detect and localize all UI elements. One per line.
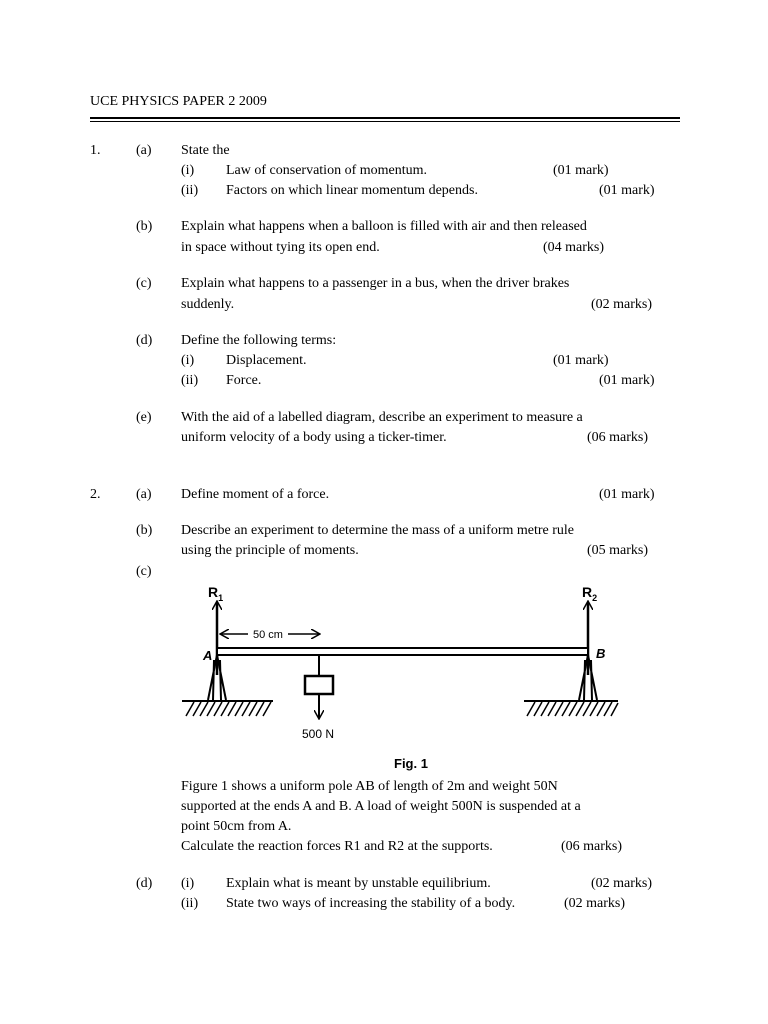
q2c-line3: point 50cm from A.: [181, 819, 292, 834]
load-label: 500 N: [302, 727, 335, 741]
q2d-i-marks: (02 marks): [591, 876, 653, 891]
right-ground-hatching: [527, 702, 618, 716]
q2c-marks: (06 marks): [561, 839, 623, 854]
q2a-text: Define moment of a force.: [181, 487, 330, 502]
left-ground-hatching: [186, 702, 271, 716]
figure-caption: Fig. 1: [394, 756, 428, 771]
q1-number: 1.: [90, 143, 101, 158]
q1a-ii-roman: (ii): [181, 183, 199, 198]
q2c-line1: Figure 1 shows a uniform pole AB of length of 2m and weight 50N: [181, 779, 558, 794]
r2-label: $R_2$: [582, 584, 598, 603]
q2d-label: (d): [136, 876, 153, 891]
q2a-label: (a): [136, 487, 152, 502]
q2d-i-text: Explain what is meant by unstable equilibrium.: [226, 876, 491, 891]
q1d-i-roman: (i): [181, 353, 195, 368]
q1d-label: (d): [136, 333, 153, 348]
q2b-line2: using the principle of moments.: [181, 543, 359, 558]
q1e-line1: With the aid of a labelled diagram, describe an experiment to measure a: [181, 410, 583, 425]
header-rule-thin: [90, 121, 680, 122]
q2d-ii-marks: (02 marks): [564, 896, 626, 911]
q1d-i-marks: (01 mark): [553, 353, 609, 368]
q1a-i-marks: (01 mark): [553, 163, 609, 178]
q2a-marks: (01 mark): [599, 487, 655, 502]
q2b-line1: Describe an experiment to determine the mass of a uniform metre rule: [181, 523, 575, 538]
q1b-line2: in space without tying its open end.: [181, 240, 380, 255]
q2c-line2: supported at the ends A and B. A load of weight 500N is suspended at a: [181, 799, 581, 814]
q1b-line1: Explain what happens when a balloon is filled with air and then released: [181, 219, 587, 234]
q1a-label: (a): [136, 143, 152, 158]
q2c-line4: Calculate the reaction forces R1 and R2 at the supports.: [181, 839, 493, 854]
q2b-label: (b): [136, 523, 153, 538]
q2d-i-roman: (i): [181, 876, 195, 891]
q1a-stem: State the: [181, 143, 230, 158]
q1d-i-text: Displacement.: [226, 353, 307, 368]
q1d-ii-text: Force.: [226, 373, 262, 388]
paper-title: UCE PHYSICS PAPER 2 2009: [90, 94, 267, 109]
q1a-ii-marks: (01 mark): [599, 183, 655, 198]
header-rule-thick: [90, 117, 680, 119]
q1d-stem: Define the following terms:: [181, 333, 337, 348]
q1a-i-roman: (i): [181, 163, 195, 178]
uniform-pole: [217, 648, 588, 655]
q1e-label: (e): [136, 410, 152, 425]
q2-number: 2.: [90, 487, 101, 502]
q2d-ii-text: State two ways of increasing the stability of a body.: [226, 896, 516, 911]
q1e-line2: uniform velocity of a body using a ticker-timer.: [181, 430, 447, 445]
r1-label: $R_1$: [208, 584, 224, 603]
load-block: [305, 676, 333, 694]
q1b-label: (b): [136, 219, 153, 234]
q1d-ii-roman: (ii): [181, 373, 199, 388]
end-b-label: B: [596, 646, 606, 661]
q1b-marks: (04 marks): [543, 240, 605, 255]
q2d-ii-roman: (ii): [181, 896, 199, 911]
figure-1-beam-diagram: [175, 580, 625, 775]
q2c-label: (c): [136, 564, 152, 579]
distance-label: 50 cm: [253, 629, 283, 641]
q1d-ii-marks: (01 mark): [599, 373, 655, 388]
q1c-line2: suddenly.: [181, 297, 235, 312]
q1c-marks: (02 marks): [591, 297, 653, 312]
q1a-ii-text: Factors on which linear momentum depends.: [226, 183, 478, 198]
q1c-label: (c): [136, 276, 152, 291]
q2b-marks: (05 marks): [587, 543, 649, 558]
q1a-i-text: Law of conservation of momentum.: [226, 163, 428, 178]
end-a-label: A: [203, 648, 213, 663]
q1e-marks: (06 marks): [587, 430, 649, 445]
q1c-line1: Explain what happens to a passenger in a bus, when the driver brakes: [181, 276, 570, 291]
